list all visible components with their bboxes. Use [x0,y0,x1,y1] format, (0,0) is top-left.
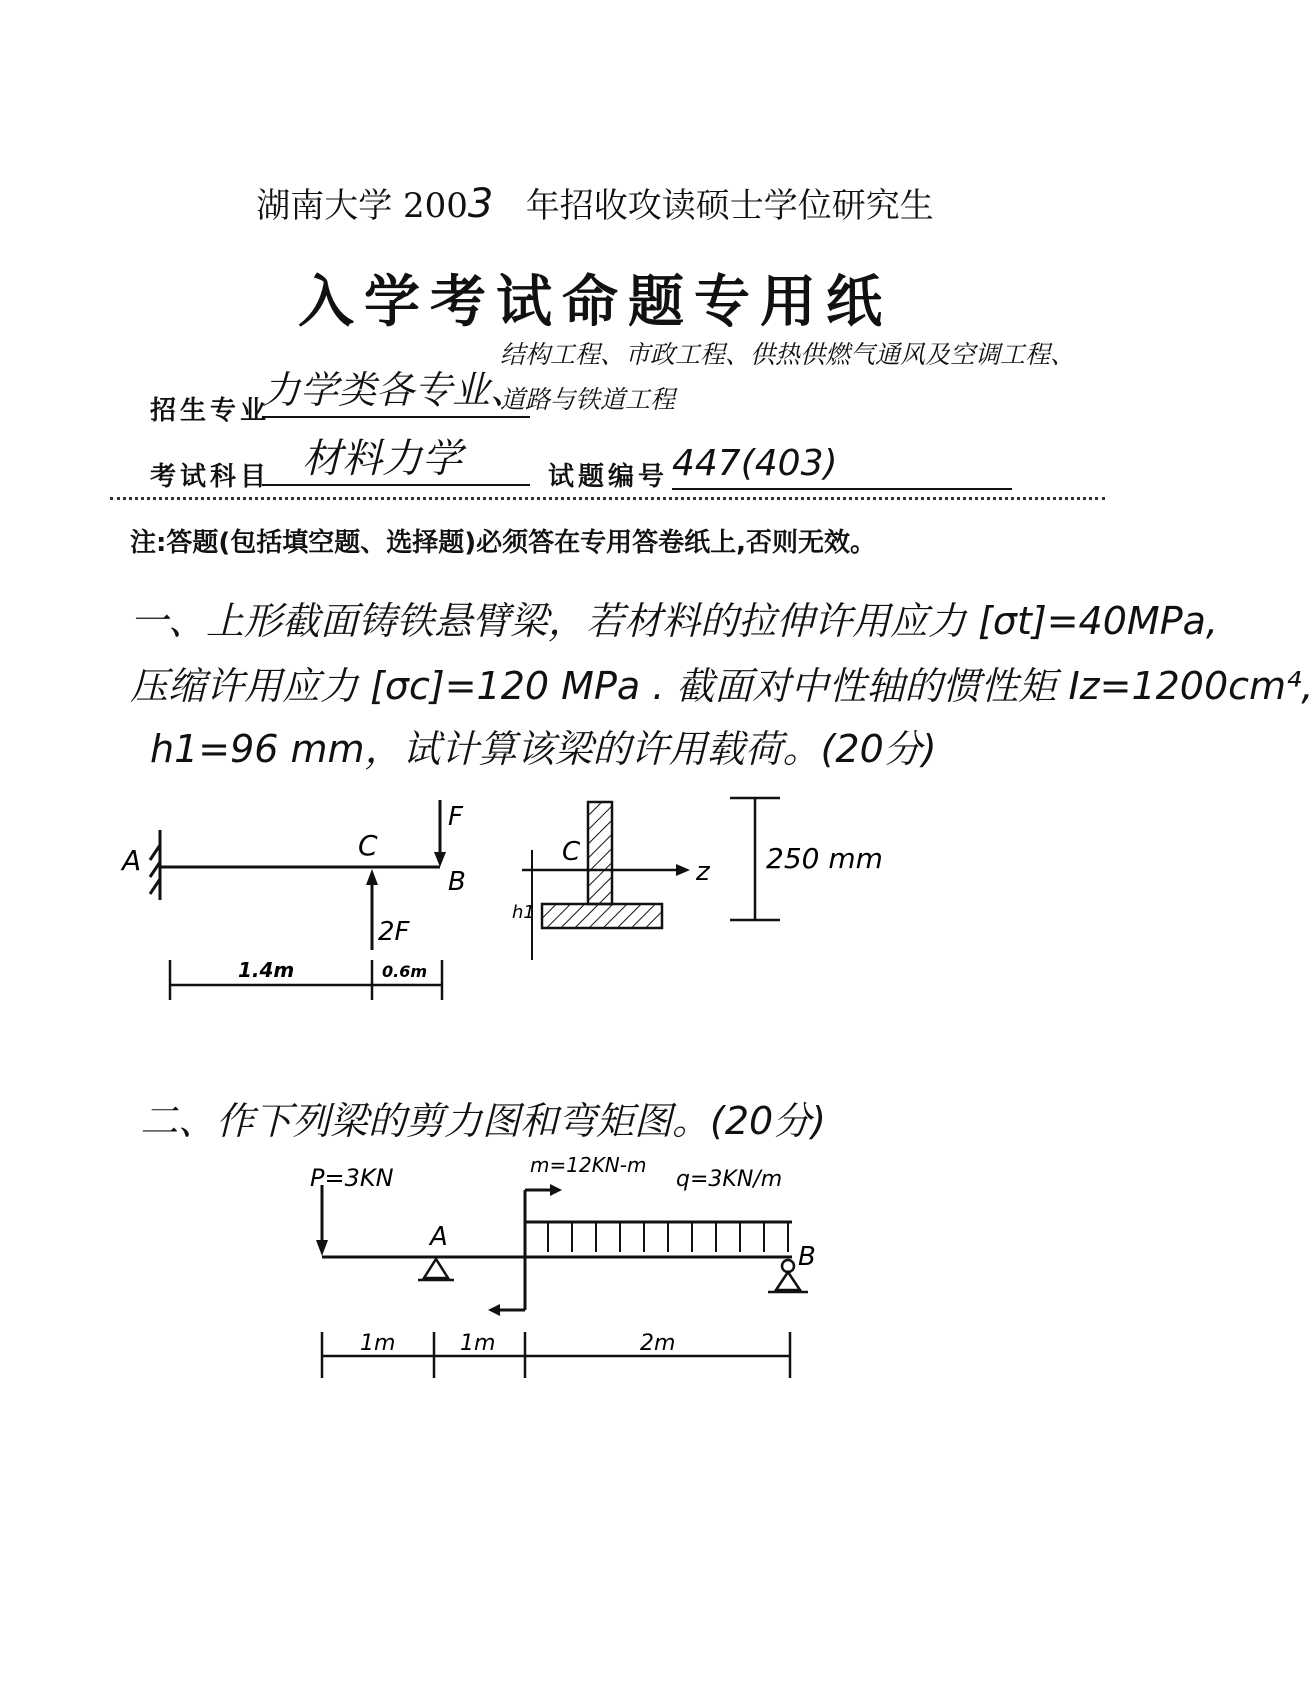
q2-line-1: 二、作下列梁的剪力图和弯矩图。(20分) [140,1099,827,1143]
subject-label: 考试科目 [150,462,271,492]
q2-dim-3: 2m [640,1331,676,1356]
h1-label: h1 [512,902,535,923]
q2-dim-2: 1m [460,1331,496,1356]
q1-cross-section [500,790,900,970]
q2-dim-1: 1m [360,1331,396,1356]
t-flange [542,904,662,928]
support-a [418,1259,454,1280]
major-label: 招生专业 [150,396,271,426]
force-f-head [434,852,446,867]
moment-arrow-top [550,1184,562,1196]
header-prefix: 湖南大学 200 [256,186,468,226]
q1-label-c: C [358,829,378,862]
q1-dim-2: 0.6m [382,962,428,981]
distributed-load-arrows [548,1222,788,1252]
q1-label-2f: 2F [378,917,410,947]
code-value: 447(403) [672,440,1012,490]
q1-label-b: B [448,867,466,897]
q1-label-a: A [122,844,142,877]
header-year-digit: 3 [467,181,494,227]
q2-beam-diagram [300,1153,840,1400]
q1-line-2: 压缩许用应力 [σc]=120 MPa . 截面对中性轴的惯性矩 Iz=1200cm⁴, [130,664,1313,708]
q1-label-f: F [448,802,463,832]
q1-line-1: 一、上形截面铸铁悬臂梁，若材料的拉伸许用应力 [σt]=40MPa, [130,599,1218,643]
moment-m-symbol [495,1190,555,1310]
code-label: 试题编号 [548,462,669,492]
load-p-head [316,1240,328,1256]
q2-load-p: P=3KN [310,1164,394,1192]
axis-z-label: z [696,857,710,887]
fixed-support [150,830,160,900]
subject-value: 材料力学 [262,432,530,486]
moment-arrow-bottom [488,1304,500,1316]
height-label: 250 mm [766,842,883,875]
t-web [588,802,612,904]
q1-line-3: h1=96 mm，试计算该梁的许用载荷。(20分) [150,727,937,771]
major-extra-line-1: 结构工程、市政工程、供热供燃气通风及空调工程、 [500,340,1076,369]
force-2f-head [366,869,378,885]
major-extra-line-2: 道路与铁道工程 [500,385,676,414]
page-title: 入学考试命题专用纸 [298,269,892,335]
major-value: 力学类各专业、 [262,364,530,418]
neutral-axis-arrow [676,864,690,876]
q2-load-q: q=3KN/m [676,1167,783,1192]
q2-moment-m: m=12KN-m [530,1153,647,1177]
header-suffix: 年招收攻读硕士学位研究生 [525,186,934,226]
q2-label-a: A [430,1222,448,1252]
q2-label-b: B [798,1242,816,1272]
answer-note: 注:答题(包括填空题、选择题)必须答在专用答卷纸上,否则无效。 [130,528,877,558]
q1-beam-diagram [110,790,470,1010]
cut-line [110,497,1105,500]
header-line [0,178,1190,227]
centroid-label: C [562,837,581,867]
q1-dim-1: 1.4m [238,958,295,982]
